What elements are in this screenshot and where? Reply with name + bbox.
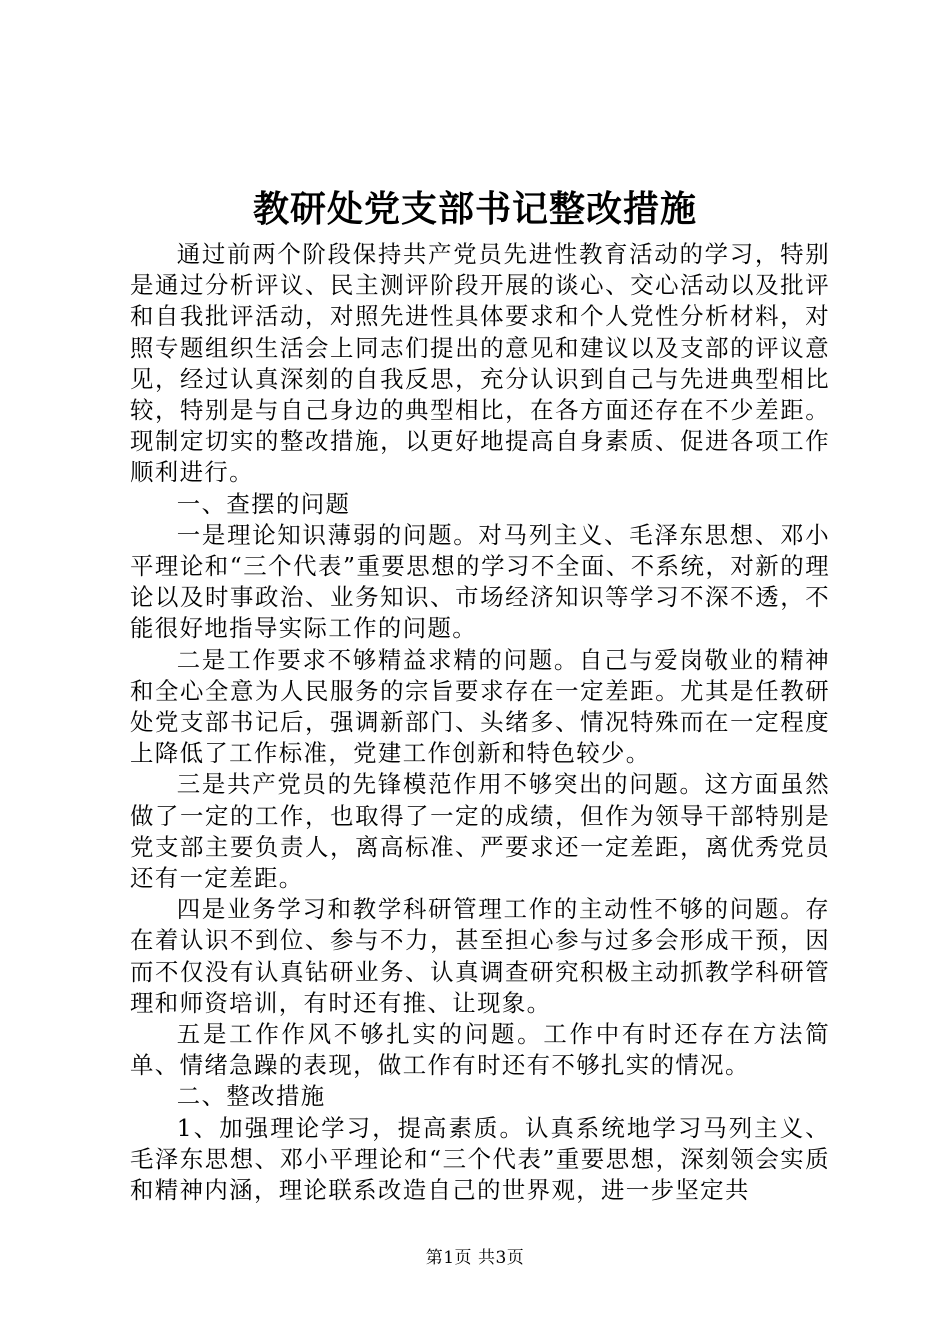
intro-paragraph: 通过前两个阶段保持共产党员先进性教育活动的学习，特别是通过分析评议、民主测评阶段开展的谈心、交心活动以及批评和自我批评活动，对照先进性具体要求和个人党性分析材料，对照专题组织生活会上同志们提出的意见和建议以及支部的评议意见，经过认真深刻的自我反思，充分认识到自己与先进典型相比较，特别是与自己身边的典型相比，在各方面还存在不少差距。现制定切实的整改措施，以更好地提高自身素质、促进各项工作顺利进行。 [130, 240, 830, 487]
page-number-footer: 第1页 共3页 [425, 1248, 525, 1268]
problem-paragraph-5: 五是工作作风不够扎实的问题。工作中有时还存在方法简单、情绪急躁的表现，做工作有时还有不够扎实的情况。 [130, 1020, 830, 1080]
problem-paragraph-4: 四是业务学习和教学科研管理工作的主动性不够的问题。存在着认识不到位、参与不力，甚至担心参与过多会形成干预，因而不仅没有认真钻研业务、认真调查研究积极主动抓教学科研管理和师资培训，有时还有推、让现象。 [130, 895, 830, 1017]
section-heading-problems: 一、查摆的问题 [176, 489, 351, 518]
document-body [130, 239, 830, 1206]
measure-paragraph-1: 1、加强理论学习，提高素质。认真系统地学习马列主义、毛泽东思想、邓小平理论和“三个代表”重要思想，深刻领会实质和精神内涵，理论联系改造自己的世界观，进一步坚定共 [130, 1113, 830, 1205]
problem-paragraph-2: 二是工作要求不够精益求精的问题。自己与爱岗敬业的精神和全心全意为人民服务的宗旨要求存在一定差距。尤其是任教研处党支部书记后，强调新部门、头绪多、情况特殊而在一定程度上降低了工作标准，党建工作创新和特色较少。 [130, 645, 830, 768]
problem-paragraph-1: 一是理论知识薄弱的问题。对马列主义、毛泽东思想、邓小平理论和“三个代表”重要思想的学习不全面、不系统，对新的理论以及时事政治、业务知识、市场经济知识等学习不深不透，不能很好地指导实际工作的问题。 [130, 520, 830, 643]
problem-paragraph-3: 三是共产党员的先锋模范作用不够突出的问题。这方面虽然做了一定的工作，也取得了一定的成绩，但作为领导干部特别是党支部主要负责人，离高标准、严要求还一定差距，离优秀党员还有一定差距。 [130, 770, 830, 893]
section-heading-measures: 二、整改措施 [176, 1082, 326, 1111]
document-title: 教研处党支部书记整改措施 [252, 188, 697, 230]
